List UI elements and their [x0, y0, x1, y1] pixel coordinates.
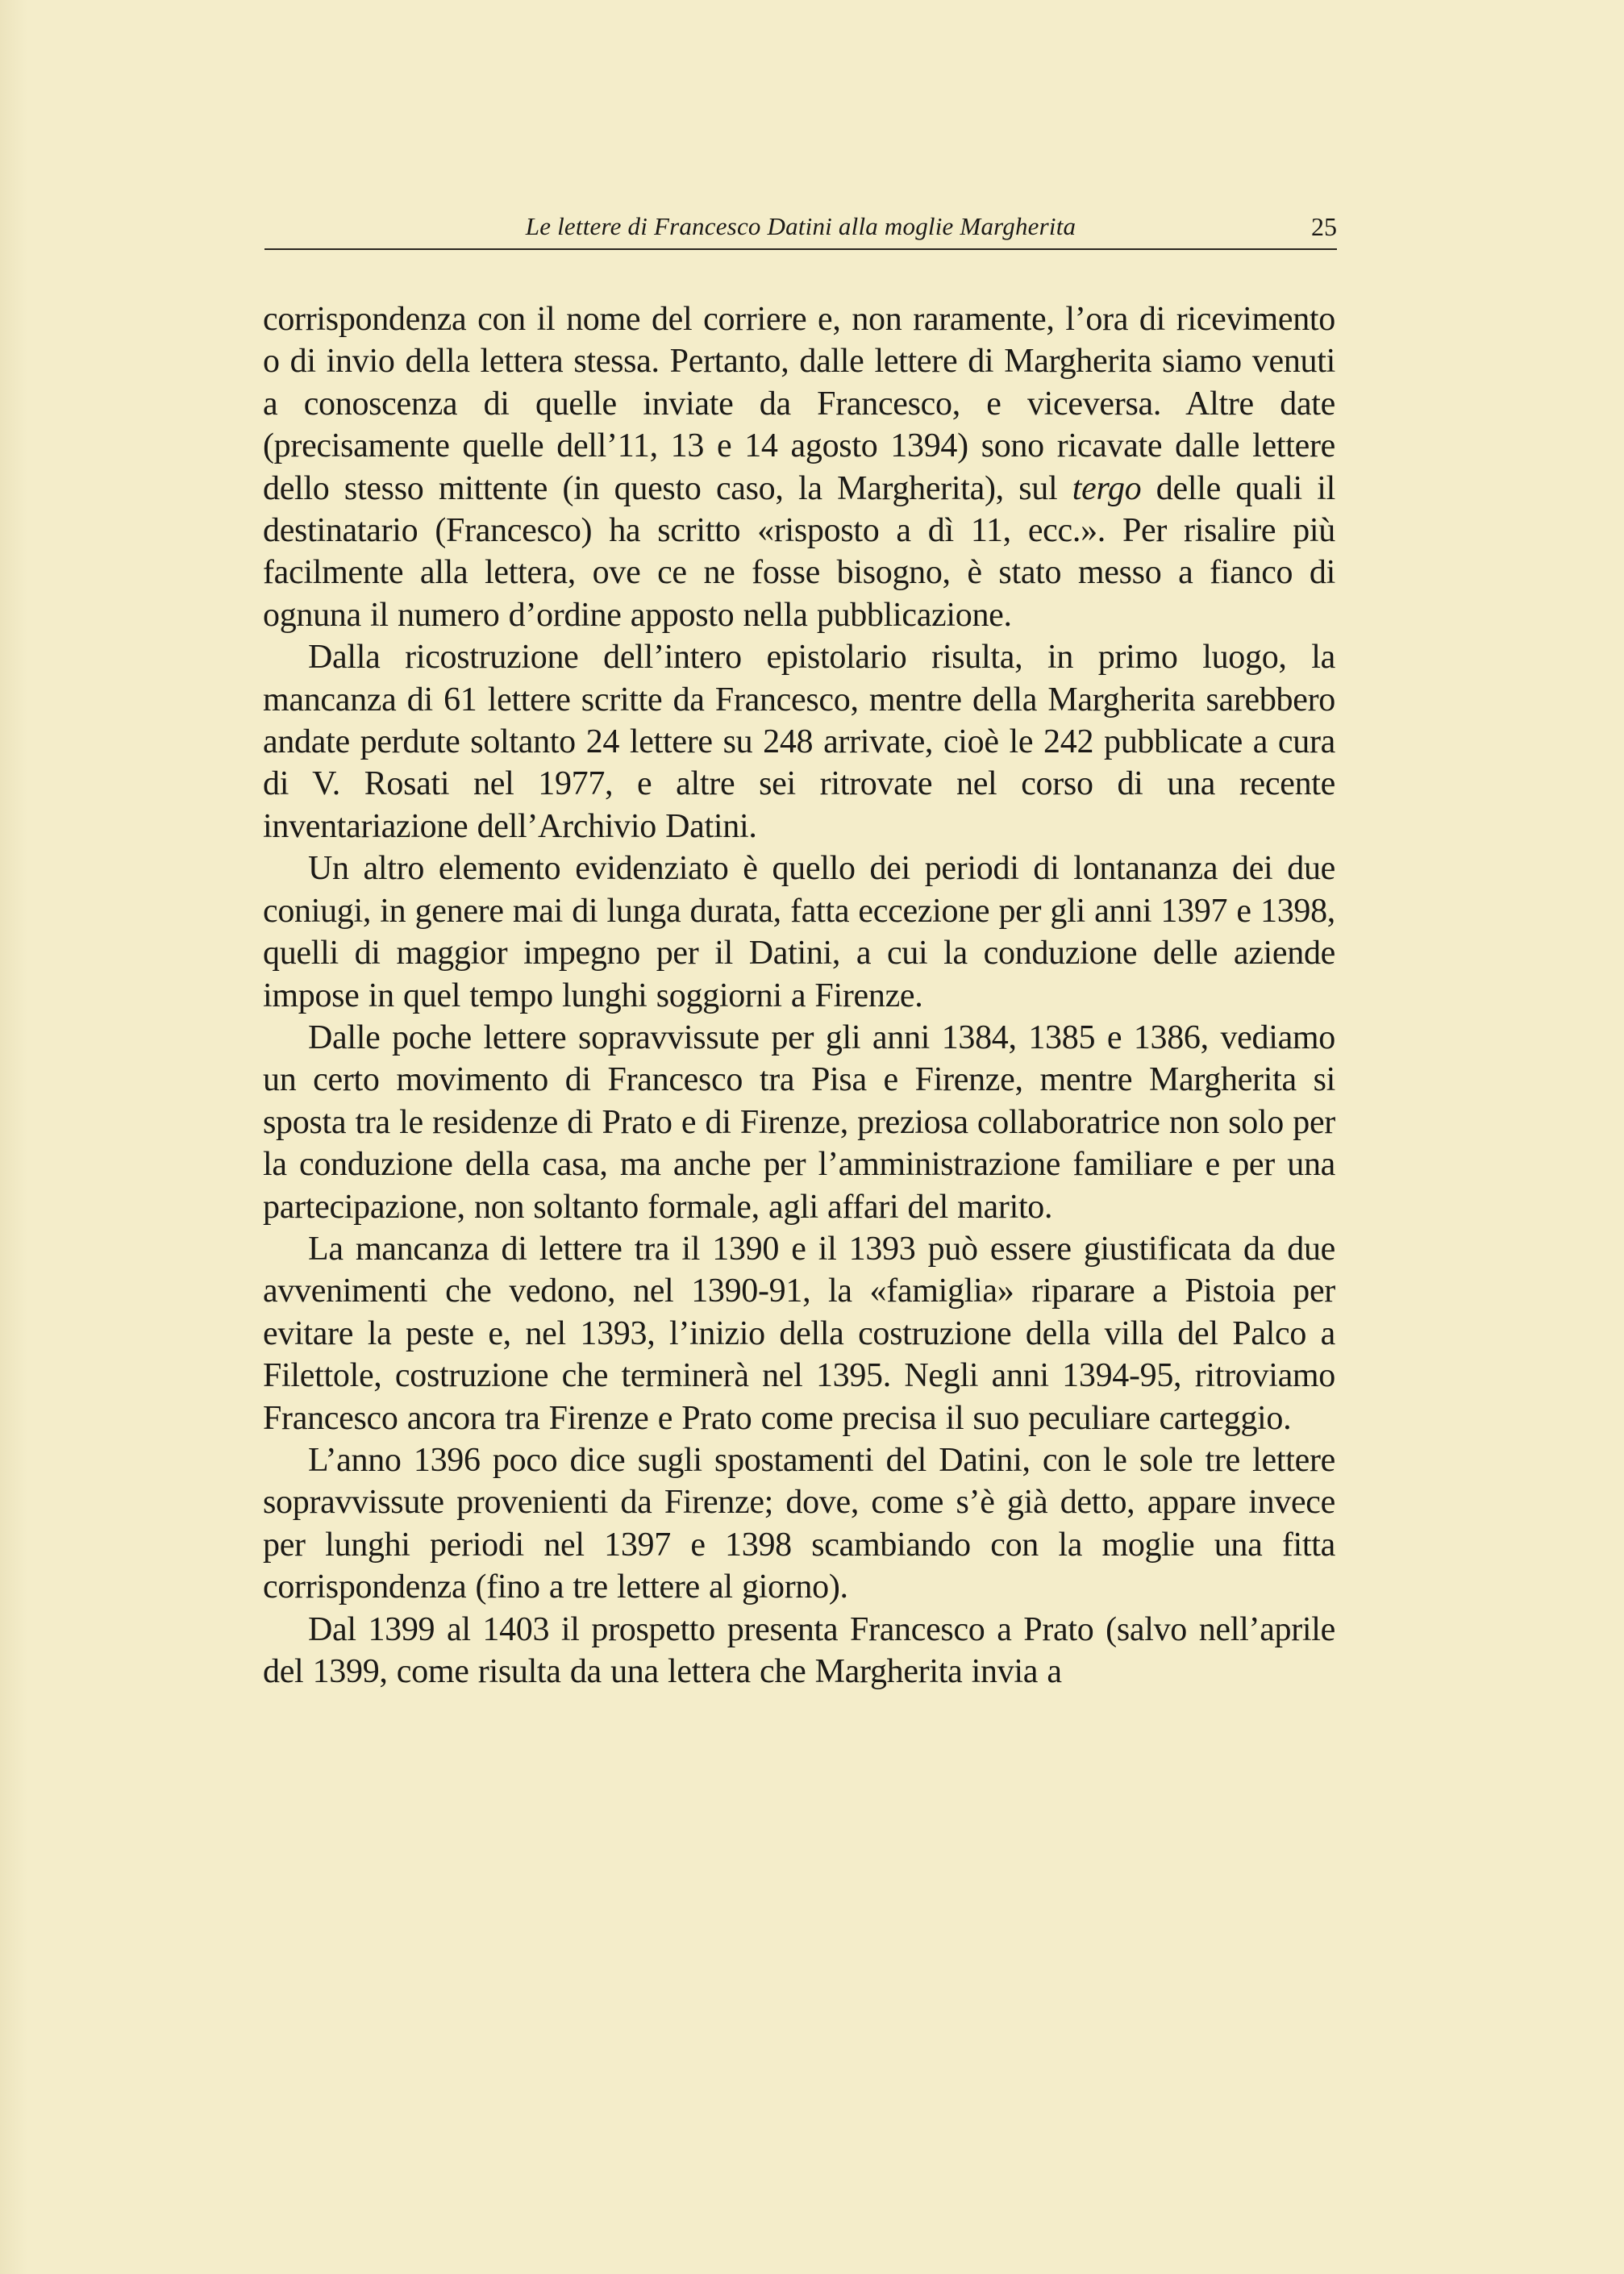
paragraph-1-text-a: corrispondenza con il nome del corriere e, non raramente, l’ora di ricevimento o di invio della lettera stessa. Pertanto, dalle lettere di Margherita siamo venuti a conoscenza di quelle inviate da Francesco, e viceversa. Altre date (precisamente quelle dell’11, 13 e 14 agosto 1394) sono ricavate dalle lettere dello stesso mittente (in questo caso, la Margherita), sul	[263, 301, 1335, 507]
paragraph-6: L’anno 1396 poco dice sugli spostamenti del Datini, con le sole tre lettere sopravvissute provenienti da Firenze; dove, come s’è già detto, appare invece per lunghi periodi nel 1397 e 1398 scambiando con la moglie una fitta corrispondenza (fino a tre lettere al giorno).	[263, 1441, 1335, 1606]
running-header	[264, 206, 1337, 254]
body-text	[263, 298, 1335, 1693]
paragraph-1-text-b: delle quali il destinatario (Francesco) ha scritto «risposto a dì 11, ecc.». Per risalire più facilmente alla lettera, ove ce ne fosse bisogno, è stato messo a fianco di ognuna il numero d’ordine apposto nella pubblicazione.	[263, 469, 1335, 634]
paragraph-5: La mancanza di lettere tra il 1390 e il 1393 può essere giustificata da due avvenimenti che vedono, nel 1390-91, la «famiglia» riparare a Pistoia per evitare la peste e, nel 1393, l’inizio della costruzione della villa del Palco a Filettole, costruzione che terminerà nel 1395. Negli anni 1394-95, ritroviamo Francesco ancora tra Firenze e Prato come precisa il suo peculiare carteggio.	[263, 1230, 1335, 1437]
header-rule	[264, 248, 1337, 250]
paragraph-3: Un altro elemento evidenziato è quello dei periodi di lontananza dei due coniugi, in genere mai di lunga durata, fatta eccezione per gli anni 1397 e 1398, quelli di maggior impegno per il Datini, a cui la conduzione delle aziende impose in quel tempo lunghi soggiorni a Firenze.	[263, 850, 1335, 1014]
page-number: 25	[1311, 212, 1337, 241]
page-binding-shadow	[0, 0, 27, 2274]
italic-term-tergo: tergo	[1072, 469, 1142, 507]
paragraph-4: Dalle poche lettere sopravvissute per gli anni 1384, 1385 e 1386, vediamo un certo movimento di Francesco tra Pisa e Firenze, mentre Margherita si sposta tra le residenze di Prato e di Firenze, preziosa collaboratrice non solo per la conduzione della casa, ma anche per l’amministrazione familiare e per una partecipazione, non soltanto formale, agli affari del marito.	[263, 1018, 1335, 1226]
paragraph-1	[263, 298, 1335, 636]
running-title: Le lettere di Francesco Datini alla moglie Margherita	[525, 212, 1076, 240]
paragraph-2: Dalla ricostruzione dell’intero epistolario risulta, in primo luogo, la mancanza di 61 lettere scritte da Francesco, mentre della Margherita sarebbero andate perdute soltanto 24 lettere su 248 arrivate, cioè le 242 pubblicate a cura di V. Rosati nel 1977, e altre sei ritrovate nel corso di una recente inventariazione dell’Archivio Datini.	[263, 639, 1335, 845]
paragraph-7: Dal 1399 al 1403 il prospetto presenta Francesco a Prato (salvo nell’aprile del 1399, come risulta da una lettera che Margherita invia a	[263, 1610, 1335, 1690]
